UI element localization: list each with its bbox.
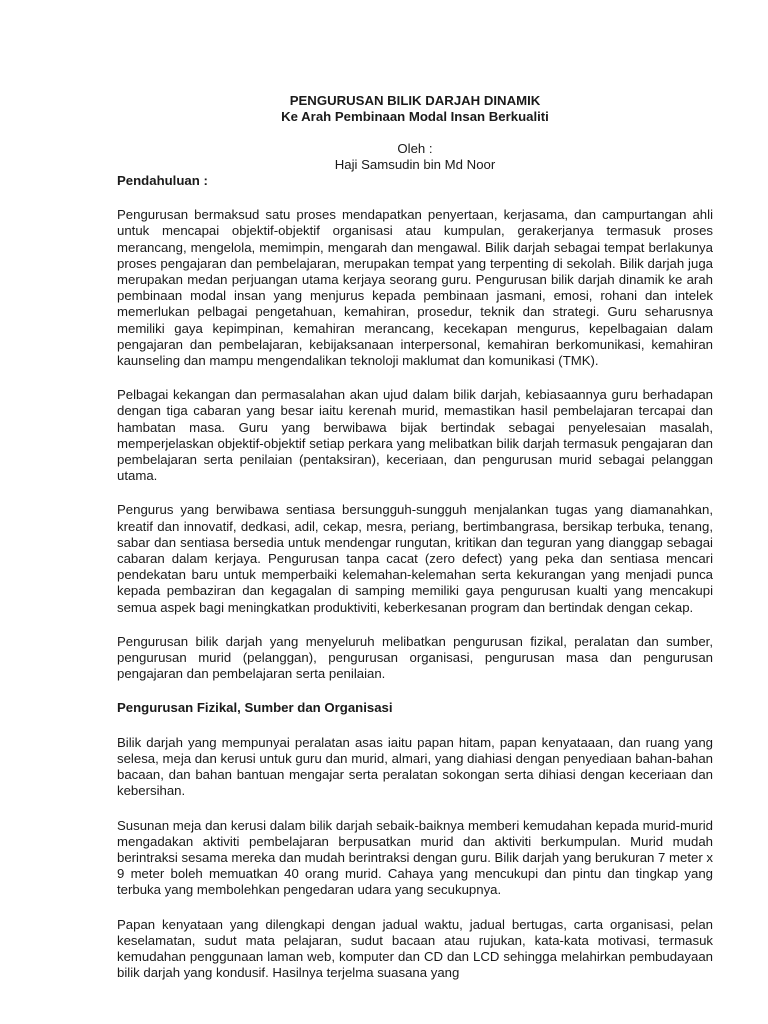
paragraph: Papan kenyataan yang dilengkapi dengan jadual waktu, jadual bertugas, carta organisasi, pelan keselamatan, sudut mata pelajaran, sudut bacaan atau rujukan, kata-kata motivasi, termasuk kemudahan penggunaan laman web, komputer dan CD dan LCD sehingga melahirkan pembudayaan bilik darjah yang kondusif. Hasilnya terjelma suasana yang xyxy=(117,916,713,981)
by-label: Oleh : xyxy=(397,141,433,156)
section-heading-physical: Pengurusan Fizikal, Sumber dan Organisasi xyxy=(117,700,393,716)
author-block xyxy=(117,141,713,173)
paragraph: Pelbagai kekangan dan permasalahan akan ujud dalam bilik darjah, kebiasaannya guru berhadapan dengan tiga cabaran yang besar iaitu kerenah murid, memastikan hasil pembelajaran tercapai dan hambatan masa. Guru yang berwibawa bijak bertindak sebagai penyelesaian masalah, memperjelaskan objektif-objektif setiap perkara yang melibatkan bilik darjah termasuk pengajaran dan pembelajaran serta penilaian (pentaksiran), keceriaan, dan pengurusan murid sebagai pelanggan utama. xyxy=(117,387,713,484)
document-subtitle: Ke Arah Pembinaan Modal Insan Berkualiti xyxy=(281,109,549,124)
section-heading-introduction: Pendahuluan : xyxy=(117,173,208,188)
author-name: Haji Samsudin bin Md Noor xyxy=(334,157,496,172)
paragraph: Susunan meja dan kerusi dalam bilik darjah sebaik-baiknya memberi kemudahan kepada murid-murid mengadakan aktiviti pembelajaran berpusatkan murid dan aktiviti berkumpulan. Murid mudah berintraksi sesama mereka dan mudah berintraksi dengan guru. Bilik darjah yang berukuran 7 meter x 9 meter boleh memuatkan 40 orang murid. Cahaya yang mencukupi dan pintu dan tingkap yang terbuka yang membolehkan pengedaran udara yang secukupnya. xyxy=(117,817,713,898)
paragraph: Pengurusan bilik darjah yang menyeluruh melibatkan pengurusan fizikal, peralatan dan sumber, pengurusan murid (pelanggan), pengurusan organisasi, pengurusan masa dan pengurusan pengajaran dan pembelajaran serta penilaian. xyxy=(117,633,713,682)
title-block xyxy=(117,93,713,125)
paragraph: Pengurus yang berwibawa sentiasa bersungguh-sungguh menjalankan tugas yang diamanahkan, kreatif dan innovatif, dedkasi, adil, cekap, mesra, periang, bertimbangrasa, bersikap terbuka, tenang, sabar dan sentiasa bersedia untuk mendengar rungutan, kritikan dan teguran yang dianggap sebagai cabaran dalam kerjaya. Pengurusan tanpa cacat (zero defect) yang peka dan sentiasa mencari pendekatan baru untuk memperbaiki kelemahan-kelemahan serta kekurangan yang menjadi punca kepada pembaziran dan kegagalan di samping memiliki gaya pengurusan kualti yang mencakupi semua aspek bagi meningkatkan produktiviti, keberkesanan program dan bertindak dengan cekap. xyxy=(117,502,713,615)
document-title: PENGURUSAN BILIK DARJAH DINAMIK xyxy=(289,93,541,108)
document-page xyxy=(117,93,713,981)
paragraph: Pengurusan bermaksud satu proses mendapatkan penyertaan, kerjasama, dan campurtangan ahli untuk mencapai objektif-objektif organisasi atau kumpulan, gerakerjanya termasuk proses merancang, mengelola, memimpin, mengarah dan mengawal. Bilik darjah sebagai tempat berlakunya proses pengajaran dan pembelajaran, merupakan tempat yang terpenting di sekolah. Bilik darjah juga merupakan medan perjuangan utama kerjaya seorang guru. Pengurusan bilik darjah dinamik ke arah pembinaan modal insan yang menjurus kepada pembinaan jasmani, emosi, rohani dan intelek memerlukan pelbagai pengetahuan, kemahiran, prosedur, teknik dan strategi. Guru seharusnya memiliki gaya kepimpinan, kemahiran merancang, kecekapan mengurus, kepelbagaian dalam pengajaran dan pembelajaran, kebijaksanaan interpersonal, kemahiran berkomunikasi, kemahiran kaunseling dan mampu mengendalikan teknoloji maklumat dan komunikasi (TMK). xyxy=(117,207,713,369)
paragraph: Bilik darjah yang mempunyai peralatan asas iaitu papan hitam, papan kenyataaan, dan ruang yang selesa, meja dan kerusi untuk guru dan murid, almari, yang diahiasi dengan penyediaan bahan-bahan bacaan, dan bahan bantuan mengajar serta peralatan sokongan serta dihiasi dengan keceriaan dan kebersihan. xyxy=(117,734,713,799)
